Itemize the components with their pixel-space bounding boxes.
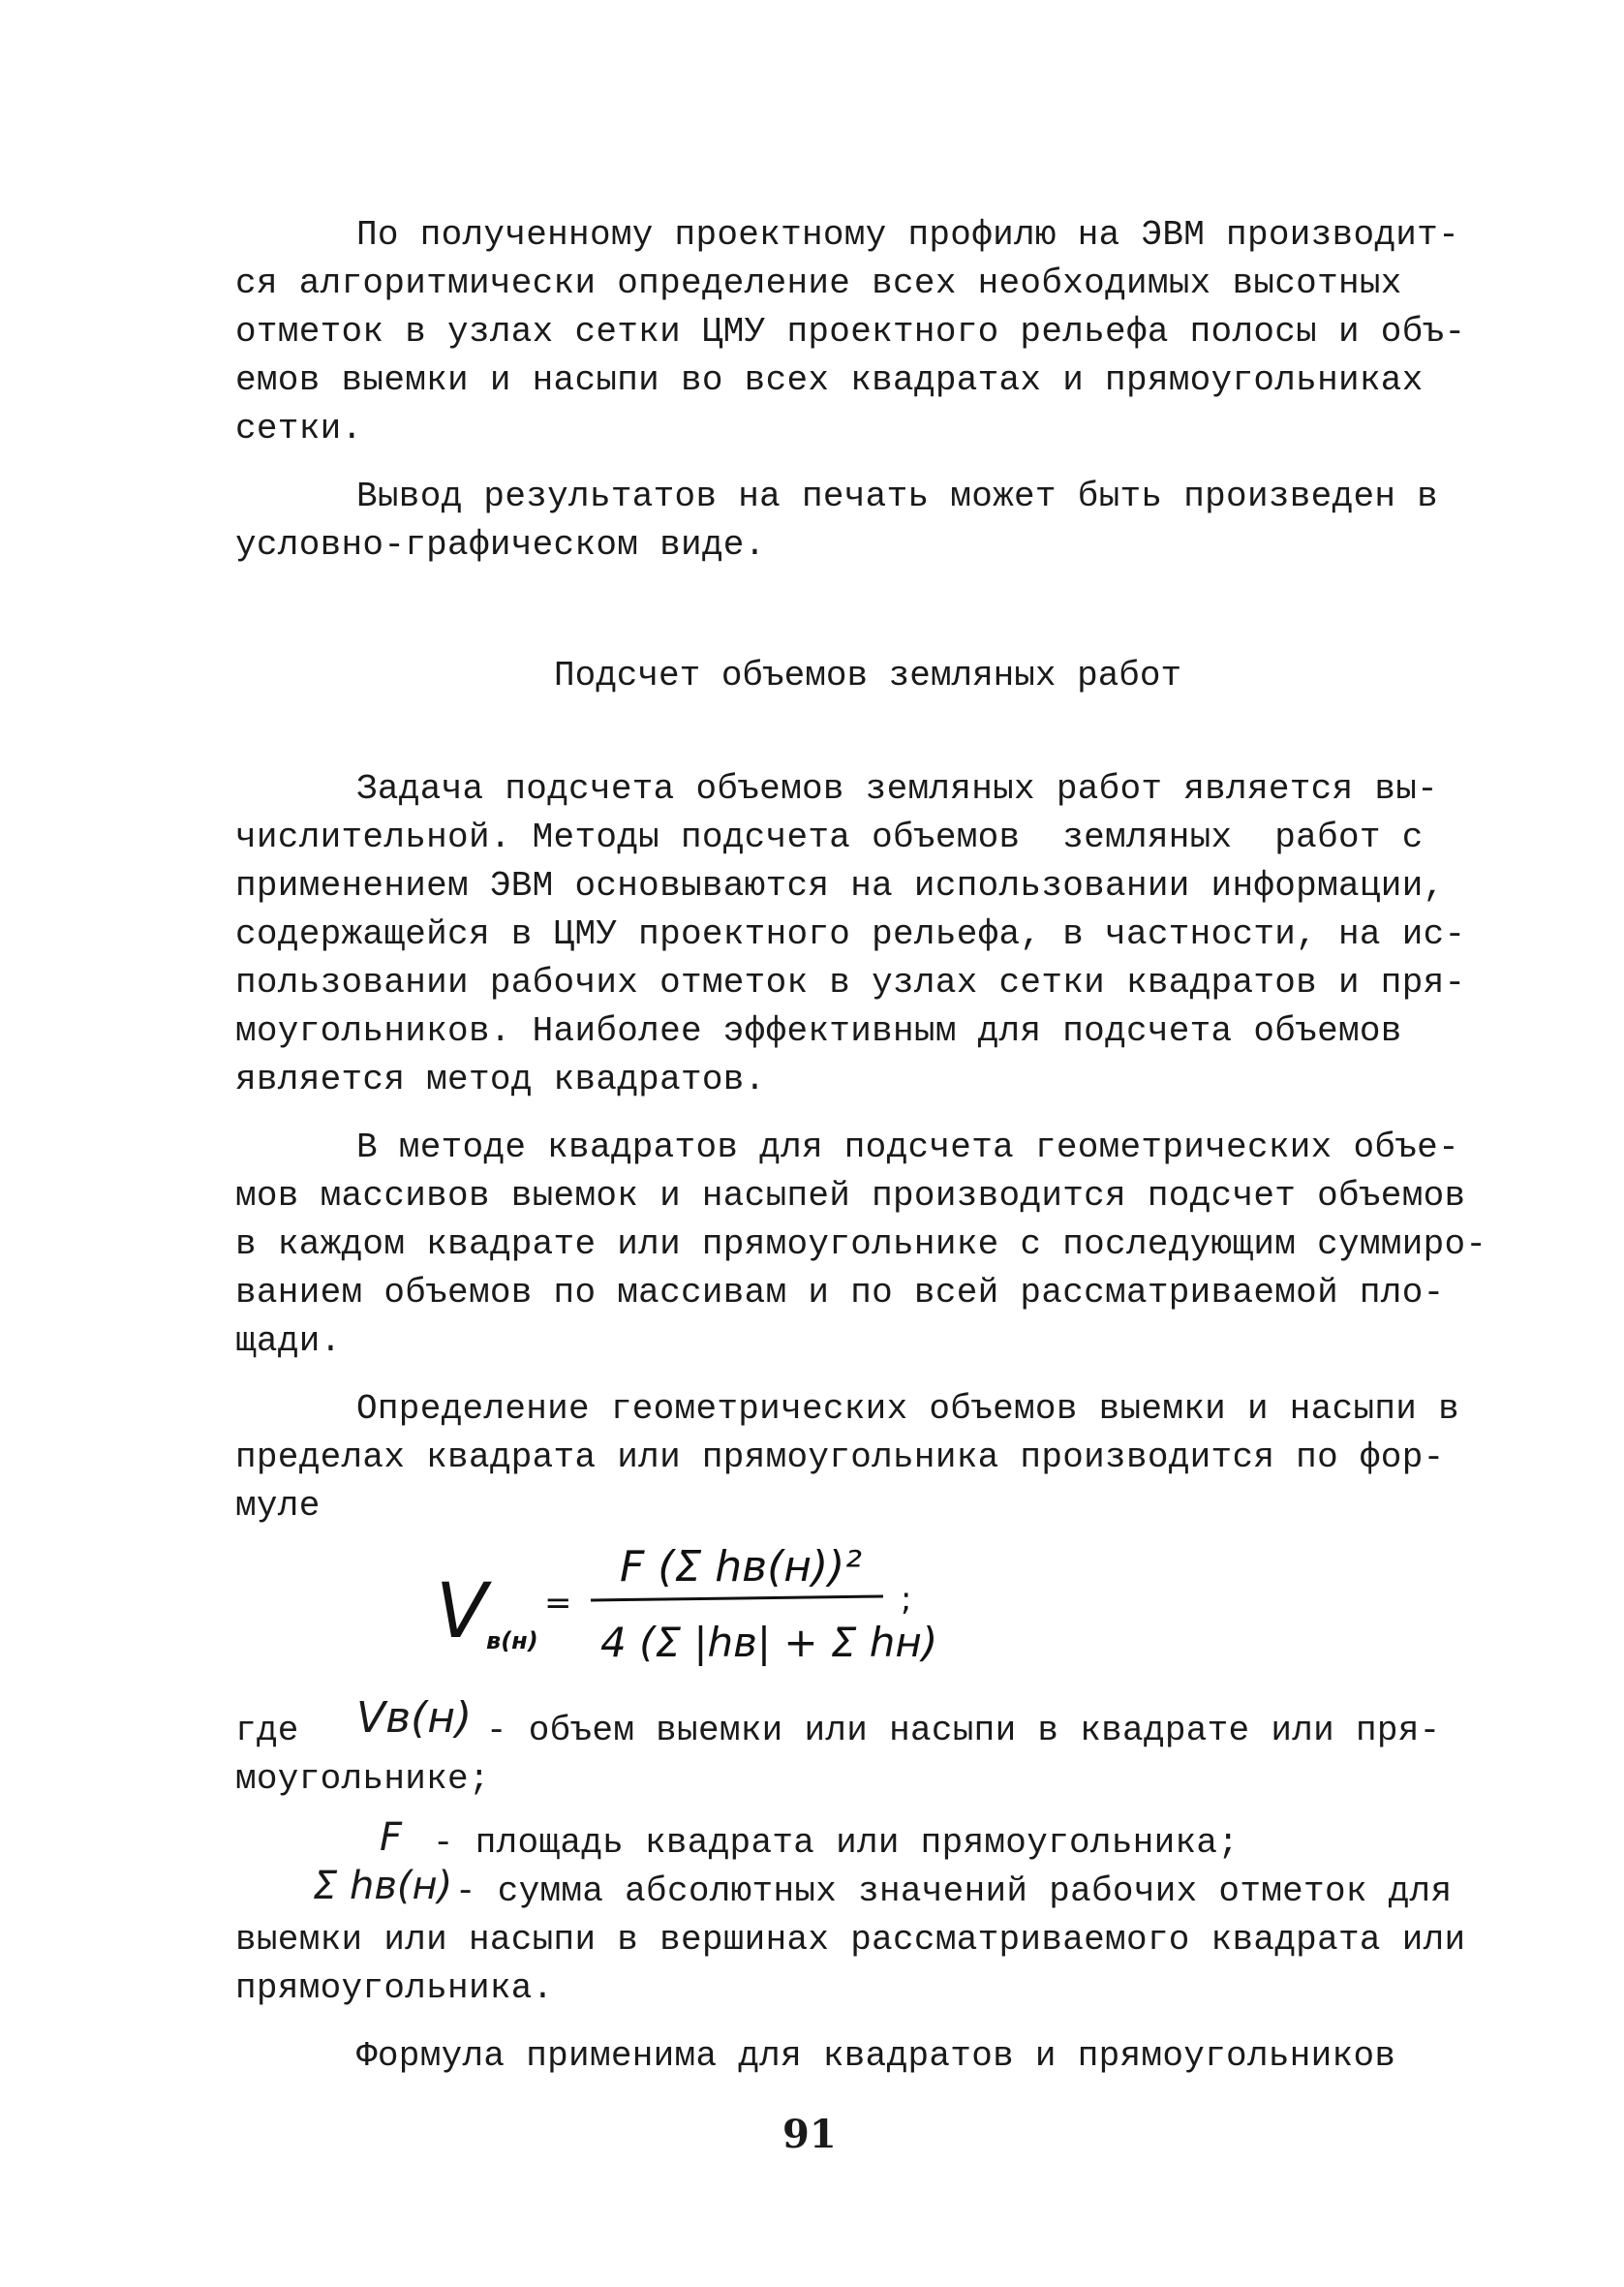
paragraph-1-line-1: По полученному проектному профилю на ЭВМ производит-: [356, 215, 1459, 255]
formula-lhs-subscript: в(н): [486, 1627, 538, 1654]
paragraph-3-line-3: применением ЭВМ основываются на использовании информации,: [235, 866, 1445, 906]
paragraph-4-line-5: щади.: [235, 1321, 342, 1361]
paragraph-3-line-5: пользовании рабочих отметок в узлах сетки квадратов и пря-: [235, 963, 1466, 1003]
volume-formula: [436, 1521, 939, 1685]
paragraph-1-line-3: отметок в узлах сетки ЦМУ проектного рельефа полосы и объ-: [235, 312, 1466, 352]
paragraph-5-line-3: муле: [235, 1486, 321, 1526]
formula-graphic: [436, 1521, 939, 1685]
definition-sum-continuation-2: прямоугольника.: [235, 1968, 554, 2008]
paragraph-3-line-1: Задача подсчета объемов земляных работ является вы-: [356, 769, 1439, 809]
paragraph-4-line-4: ванием объемов по массивам и по всей рассматриваемой пло-: [235, 1273, 1445, 1313]
definition-sum-symbol: Σ hв(н): [313, 1864, 453, 1908]
paragraph-1-line-2: ся алгоритмически определение всех необходимых высотных: [235, 263, 1402, 303]
definition-f-text: - площадь квадрата или прямоугольника;: [412, 1823, 1240, 1863]
paragraph-6-line-1: Формула применима для квадратов и прямоугольников: [356, 2036, 1396, 2076]
formula-numerator: F (Σ hв(н))²: [620, 1542, 862, 1592]
definition-f-symbol: F: [380, 1815, 403, 1860]
formula-denominator: 4 (Σ |hв| + Σ hн): [600, 1619, 938, 1666]
page-number: 91: [782, 2112, 837, 2157]
paragraph-4-line-2: мов массивов выемок и насыпей производится подсчет объемов: [235, 1176, 1466, 1216]
definition-v-symbol: Vв(н): [356, 1693, 473, 1743]
paragraph-4-line-1: В методе квадратов для подсчета геометрических объе-: [356, 1128, 1459, 1167]
paragraph-1-line-5: сетки.: [235, 409, 363, 448]
definition-sum-continuation-1: выемки или насыпи в вершинах рассматриваемого квадрата или: [235, 1920, 1466, 1960]
section-heading: Подсчет объемов земляных работ: [554, 656, 1182, 695]
formula-lhs-symbol: V: [436, 1568, 488, 1655]
formula-fraction-bar: [591, 1596, 883, 1600]
paragraph-3-line-6: моугольников. Наиболее эффективным для подсчета объемов: [235, 1011, 1402, 1051]
paragraph-1-line-4: емов выемки и насыпи во всех квадратах и прямоугольниках: [235, 360, 1424, 400]
paragraph-4-line-3: в каждом квадрате или прямоугольнике с последующим суммиро-: [235, 1224, 1487, 1264]
paragraph-5-line-2: пределах квадрата или прямоугольника производится по фор-: [235, 1437, 1445, 1477]
formula-terminator: ;: [901, 1580, 912, 1619]
paragraph-2-line-2: условно-графическом виде.: [235, 525, 766, 565]
paragraph-5-line-1: Определение геометрических объемов выемки и насыпи в: [356, 1389, 1459, 1429]
svg-text:=: =: [544, 1584, 572, 1623]
definition-v-continuation: моугольнике;: [235, 1759, 490, 1799]
paragraph-3-line-2: числительной. Методы подсчета объемов земляных работ с: [235, 818, 1424, 857]
paragraph-3-line-4: содержащейся в ЦМУ проектного рельефа, в частности, на ис-: [235, 914, 1466, 954]
paragraph-2-line-1: Вывод результатов на печать может быть произведен в: [356, 477, 1439, 516]
definition-where-word: где: [235, 1711, 299, 1750]
definition-v-text: - объем выемки или насыпи в квадрате или пря-: [465, 1711, 1441, 1750]
definition-sum-text: - сумма абсолютных значений рабочих отметок для: [434, 1871, 1453, 1911]
paragraph-3-line-7: является метод квадратов.: [235, 1060, 766, 1099]
